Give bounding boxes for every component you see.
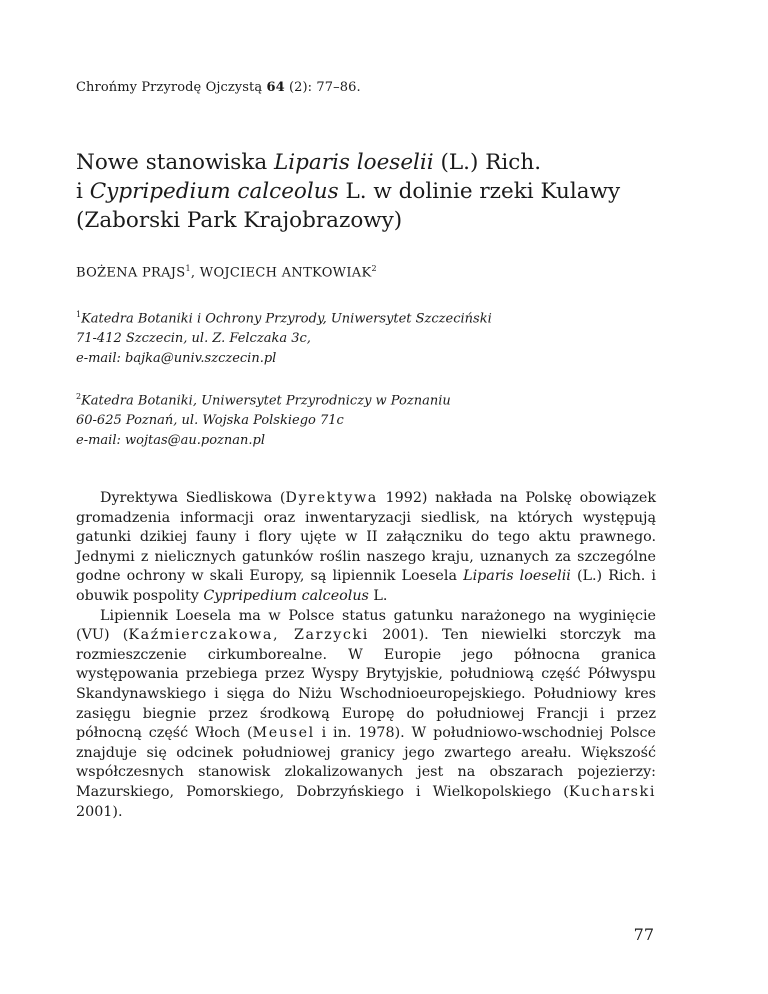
issue-pages: (2): 77–86. xyxy=(284,80,361,95)
journal-name: Chrońmy Przyrodę Ojczystą xyxy=(76,80,263,95)
page-number: 77 xyxy=(633,925,654,944)
text: 2001). xyxy=(76,803,123,820)
affiliation-address: 60-625 Poznań, ul. Wojska Polskiego 71c xyxy=(76,413,344,429)
affiliation-email: e-mail: wojtas@au.poznan.pl xyxy=(76,433,265,449)
affiliation-mark: 2 xyxy=(371,264,377,273)
title-text: (Zaborski Park Krajobrazowy) xyxy=(76,208,403,233)
author-separator: , xyxy=(190,265,200,281)
affiliation-address: 71-412 Szczecin, ul. Z. Felczaka 3c, xyxy=(76,331,311,347)
species-name: Liparis loeselii xyxy=(463,568,571,585)
affiliation-mark: 1 xyxy=(76,310,82,319)
running-head xyxy=(76,80,361,95)
affiliation-email: e-mail: bajka@univ.szczecin.pl xyxy=(76,351,277,367)
affiliation-institution: Katedra Botaniki i Ochrony Przyrody, Uniwersytet Szczeciński xyxy=(81,311,492,327)
text: i in. 1978). W południowo-wschodniej Polsce znajduje się odcinek południowej granicy jego zwartego areału. Większość współczesnych stanowisk zlokalizowanych jest na obszarach pojezierzy: Mazurskiego, Pomorskiego, Dobrzyńskiego i Wielkopolskiego ( xyxy=(76,725,656,800)
citation-author: Kucharski xyxy=(568,783,656,800)
affiliation-mark: 2 xyxy=(76,392,82,401)
author-name: BOŻENA PRAJS xyxy=(76,265,186,281)
author-name: WOJCIECH ANTKOWIAK xyxy=(199,265,372,281)
text: 2001). Ten niewielki storczyk ma rozmieszczenie cirkumborealne. W Europie jego północna granica występowania przebiega przez Wyspy Brytyjskie, południową część Półwyspu Skandynawskiego i sięga do Niżu Wschodnioeuropejskiego. Południowy kres zasięgu biegnie przez środkową Europę do południowej Francji i przez północną część Włoch ( xyxy=(76,627,656,742)
affiliation-1 xyxy=(76,305,492,369)
citation-author: Dyrektywa xyxy=(285,490,378,506)
article-page xyxy=(76,0,656,994)
volume-number: 64 xyxy=(266,80,285,95)
affiliation-institution: Katedra Botaniki, Uniwersytet Przyrodniczy w Poznaniu xyxy=(81,393,451,409)
title-text: Nowe stanowiska xyxy=(76,150,274,175)
text: Lipiennik Loesela ma w Polsce status gatunku narażonego na wyginięcie (VU) ( xyxy=(76,607,656,644)
title-text: L. w dolinie rzeki Kulawy xyxy=(338,179,621,204)
text: (L.) Rich. i obuwik pospolity xyxy=(76,568,657,604)
affiliation-2 xyxy=(76,387,451,451)
article-title xyxy=(76,148,676,235)
title-text: i xyxy=(76,179,90,204)
authors xyxy=(76,264,377,280)
species-name: Liparis loeselii xyxy=(274,150,434,175)
article-body xyxy=(76,489,656,822)
citation-author: Kaźmierczakowa, Zarzycki xyxy=(128,627,369,644)
title-text: (L.) Rich. xyxy=(433,150,542,175)
text: L. xyxy=(368,587,388,604)
species-name: Cypripedium calceolus xyxy=(203,587,369,604)
citation-author: Meusel xyxy=(252,725,315,742)
text: Dyrektywa Siedliskowa ( xyxy=(100,490,286,506)
paragraph-2 xyxy=(76,607,656,823)
affiliation-mark: 1 xyxy=(185,264,191,273)
species-name: Cypripedium calceolus xyxy=(89,179,339,204)
paragraph-1 xyxy=(76,489,656,607)
text: 1992) nakłada na Polskę obowiązek gromadzenia informacji oraz inwentaryzacji siedlisk, na których występują gatunki dzikiej fauny i flory ujęte w II załączniku do tego aktu prawnego. Jednymi z nielicznych gatunków roślin naszego kraju, uznanych za szczególne godne ochrony w skali Europy, są lipiennik Loesela xyxy=(76,490,657,585)
